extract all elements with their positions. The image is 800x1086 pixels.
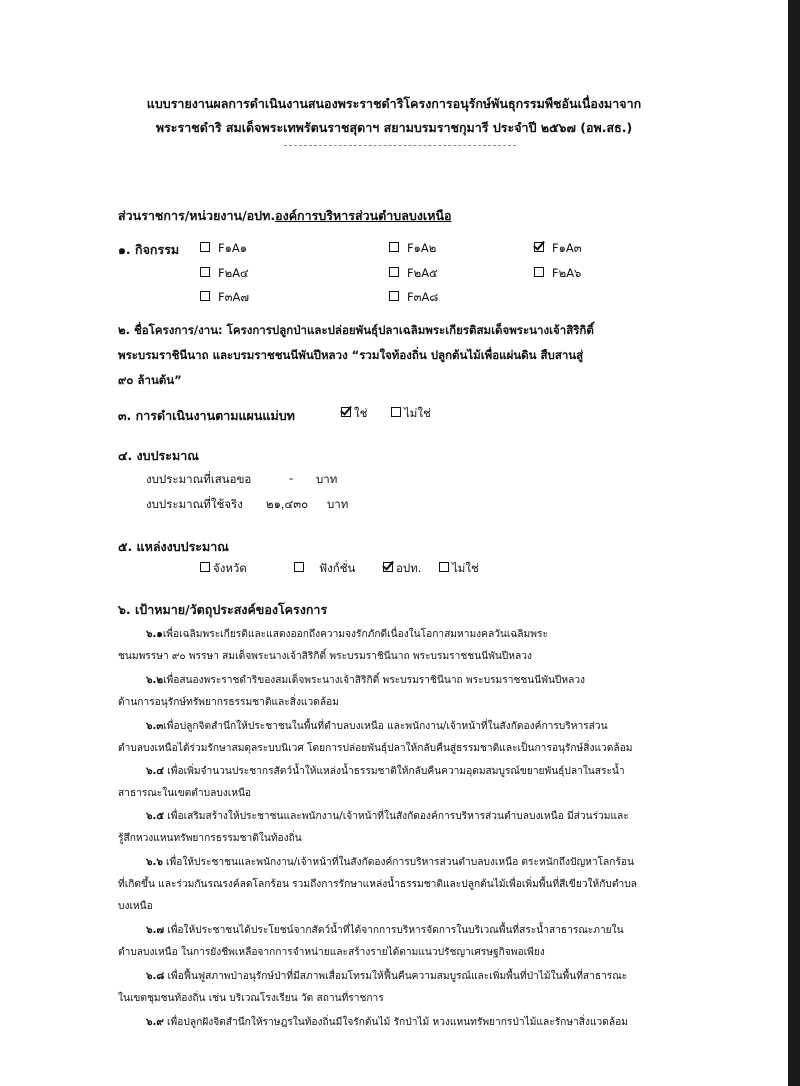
objective-text: ตำบลบงเหนือได้ร่วมรักษาสมดุลระบบนิเวศ โดยการปล่อยพันธุ์ปลาให้กลับคืนสู่ธรรมชาติและเป็นการอนุรักษ์สิ่งแวดล้อม <box>118 743 633 754</box>
activities-label: ๑. กิจกรรม <box>118 242 180 257</box>
budget-source-checkbox-2[interactable] <box>294 562 304 572</box>
budget-actual-value: ๒๑,๔๓๐ <box>266 497 309 511</box>
objective-text: ตำบลบงเหนือ ในการยังชีพเหลือจากการจำหน่ายและสร้างรายได้ตามแนวปรัชญาเศรษฐกิจพอเพียง <box>118 947 545 958</box>
budget-source-label-3: อปท. <box>396 561 422 575</box>
activity-checkbox-2[interactable] <box>389 242 399 252</box>
budget-source-label-1: จังหวัด <box>213 561 247 575</box>
budget-label: ๔. งบประมาณ <box>118 448 199 463</box>
objective-text: เพื่อปลูกจิตสำนึกให้ประชาชนในพื้นที่ตำบลบงเหนือ และพนักงาน/เจ้าหน้าที่ในสังกัดองค์การบริหารส่วน <box>163 721 608 732</box>
objective-line <box>118 990 384 1006</box>
activity-label-3: F๑A๓ <box>552 241 582 255</box>
objective-line <box>146 718 608 734</box>
objective-number: ๖.๖ <box>146 857 163 868</box>
activity-checkbox-7[interactable] <box>200 291 210 301</box>
objective-number: ๖.๒ <box>146 675 164 686</box>
agency-label: ส่วนราชการ/หน่วยงาน/อปท. <box>118 208 276 223</box>
page-edge-shadow <box>788 0 800 1086</box>
activity-label-8: F๓A๘ <box>407 290 439 304</box>
objective-text: เพื่อเพิ่มจำนวนประชากรสัตว์น้ำให้แหล่งน้ำธรรมชาติให้กลับคืนความอุดมสมบูรณ์ขยายพันธุ์ปลาในสระน้ำ <box>164 766 625 777</box>
budget-requested-label: งบประมาณที่เสนอขอ <box>146 472 252 486</box>
activity-checkbox-3[interactable] <box>534 242 544 252</box>
project-name-line-3: ๙๐ ล้านต้น” <box>118 373 182 387</box>
document-title-line-2: พระราชดำริ สมเด็จพระเทพรัตนราชสุดาฯ สยามบรมราชกุมารี ประจำปี ๒๕๖๗ (อพ.สธ.) <box>155 120 633 135</box>
objective-line <box>118 876 637 892</box>
objective-number: ๖.๕ <box>146 811 165 822</box>
activity-label-1: F๑A๑ <box>218 241 248 255</box>
objective-text: ในเขตชุมชนท้องถิ่น เช่น บริเวณโรงเรียน วัด สถานที่ราชการ <box>118 993 384 1004</box>
objective-line <box>118 898 153 914</box>
objective-line <box>146 922 624 938</box>
budget-requested-unit: บาท <box>316 472 338 486</box>
budget-source-checkbox-4[interactable] <box>439 562 449 572</box>
master-plan-no-checkbox[interactable] <box>391 407 401 417</box>
agency-value: องค์การบริหารส่วนตำบลบงเหนือ <box>275 208 452 223</box>
master-plan-yes-checkbox[interactable] <box>341 407 351 417</box>
project-name-line-2: พระบรมราชินีนาถ และบรมราชชนนีพันปีหลวง “รวมใจท้องถิ่น ปลูกต้นไม้เพื่อแผ่นดิน สืบสานสู่ <box>118 348 584 362</box>
activity-label-6: F๒A๖ <box>552 266 582 280</box>
budget-source-label-4: ไม่ใช่ <box>452 561 479 575</box>
objective-text: ที่เกิดขึ้น และร่วมกันรณรงค์ลดโลกร้อน รวมถึงการรักษาแหล่งน้ำธรรมชาติและปลูกต้นไม้เพื่อเพิ่มพื้นที่สีเขียวให้กับตำบล <box>118 879 637 890</box>
activity-checkbox-5[interactable] <box>389 267 399 277</box>
objective-text: เพื่อเสริมสร้างให้ประชาชนและพนักงาน/เจ้าหน้าที่ในสังกัดองค์การบริหารส่วนตำบลบงเหนือ มีส่วนร่วมและ <box>164 811 629 822</box>
activity-label-7: F๓A๗ <box>218 290 249 304</box>
activity-checkbox-6[interactable] <box>534 267 544 277</box>
objective-number: ๖.๙ <box>146 1017 164 1028</box>
objective-line <box>146 808 629 824</box>
activity-label-5: F๒A๕ <box>407 266 438 280</box>
objective-text: เพื่อสนองพระราชดำริของสมเด็จพระนางเจ้าสิริกิติ์ พระบรมราชินีนาถ พระบรมราชชนนีพันปีหลวง <box>163 675 586 686</box>
objective-line <box>146 763 625 779</box>
objective-line <box>118 648 532 664</box>
activity-label-2: F๑A๒ <box>407 241 437 255</box>
objective-text: เพื่อฟื้นฟูสภาพป่าอนุรักษ์ป่าที่มีสภาพเสื่อมโทรมให้ฟื้นคืนความสมบูรณ์และเพิ่มพื้นที่ป่าไม้ในพื้นที่สาธารณะ <box>164 971 628 982</box>
budget-source-label: ๕. แหล่งงบประมาณ <box>118 539 229 554</box>
objective-text: ชนมพรรษา ๙๐ พรรษา สมเด็จพระนางเจ้าสิริกิติ์ พระบรมราชินีนาถ พระบรมราชชนนีพันปีหลวง <box>118 651 532 662</box>
project-name-line-1: ๒. ชื่อโครงการ/งาน: โครงการปลูกป่าและปล่อยพันธุ์ปลาเฉลิมพระเกียรติสมเด็จพระนางเจ้าสิริกิติ์ <box>118 323 594 337</box>
objective-line <box>146 854 634 870</box>
agency-line <box>118 206 452 226</box>
objective-text: เพื่อให้ประชาชนได้ประโยชน์จากสัตว์น้ำที่ได้จากการบริหารจัดการในบริเวณพื้นที่สระน้ำสาธารณะภายใน <box>164 925 624 936</box>
objective-text: สาธารณะในเขตตำบลบงเหนือ <box>118 788 252 799</box>
activity-checkbox-8[interactable] <box>389 291 399 301</box>
objective-number: ๖.๔ <box>146 766 165 777</box>
objective-number: ๖.๓ <box>146 721 164 732</box>
budget-source-checkbox-1[interactable] <box>200 562 210 572</box>
objective-text: เพื่อปลูกฝังจิตสำนึกให้ราษฎรในท้องถิ่นมีใจรักต้นไม้ รักป่าไม้ หวงแหนทรัพยากรป่าไม้และรักษาสิ่งแวดล้อม <box>163 1017 628 1028</box>
objective-line <box>118 944 545 960</box>
objective-number: ๖.๘ <box>146 971 165 982</box>
objectives-label: ๖. เป้าหมาย/วัตถุประสงค์ของโครงการ <box>118 602 328 617</box>
objective-number: ๖.๑ <box>146 629 163 640</box>
objective-text: ด้านการอนุรักษ์ทรัพยากรธรรมชาติและสิ่งแวดล้อม <box>118 697 339 708</box>
objective-line <box>146 626 548 642</box>
budget-requested-value: - <box>289 471 294 485</box>
objective-line <box>146 1014 628 1030</box>
document-title-line-1: แบบรายงานผลการดำเนินงานสนองพระราชดำริโครงการอนุรักษ์พันธุกรรมพืชอันเนื่องมาจาก <box>146 96 642 111</box>
title-divider <box>284 145 516 146</box>
master-plan-label: ๓. การดำเนินงานตามแผนแม่บท <box>118 408 295 423</box>
objective-line <box>118 740 632 756</box>
budget-source-label-2: ฟังก์ชั่น <box>319 561 356 575</box>
activity-checkbox-1[interactable] <box>200 242 210 252</box>
activity-checkbox-4[interactable] <box>200 267 210 277</box>
budget-actual-label: งบประมาณที่ใช้จริง <box>146 497 243 511</box>
objective-line <box>146 672 585 688</box>
objective-line <box>118 830 302 846</box>
objective-line <box>118 785 251 801</box>
objective-text: เพื่อให้ประชาชนและพนักงาน/เจ้าหน้าที่ในสังกัดองค์การบริหารส่วนตำบลบงเหนือ ตระหนักถึงปัญหาโลกร้อน <box>162 857 634 868</box>
objective-text: เพื่อเฉลิมพระเกียรติและแสดงออกถึงความจงรักภักดีเนื่องในโอกาสมหามงคลวันเฉลิมพระ <box>162 629 548 640</box>
objective-text: รู้สึกหวงแหนทรัพยากรธรรมชาติในท้องถิ่น <box>118 833 302 844</box>
budget-actual-unit: บาท <box>327 497 349 511</box>
master-plan-yes-label: ใช่ <box>354 406 368 420</box>
budget-source-checkbox-3[interactable] <box>383 562 393 572</box>
objective-line <box>118 694 339 710</box>
objective-text: บงเหนือ <box>118 901 153 912</box>
activity-label-4: F๒A๔ <box>218 266 249 280</box>
objective-number: ๖.๗ <box>146 925 164 936</box>
master-plan-no-label: ไม่ใช่ <box>404 406 431 420</box>
objective-line <box>146 968 627 984</box>
